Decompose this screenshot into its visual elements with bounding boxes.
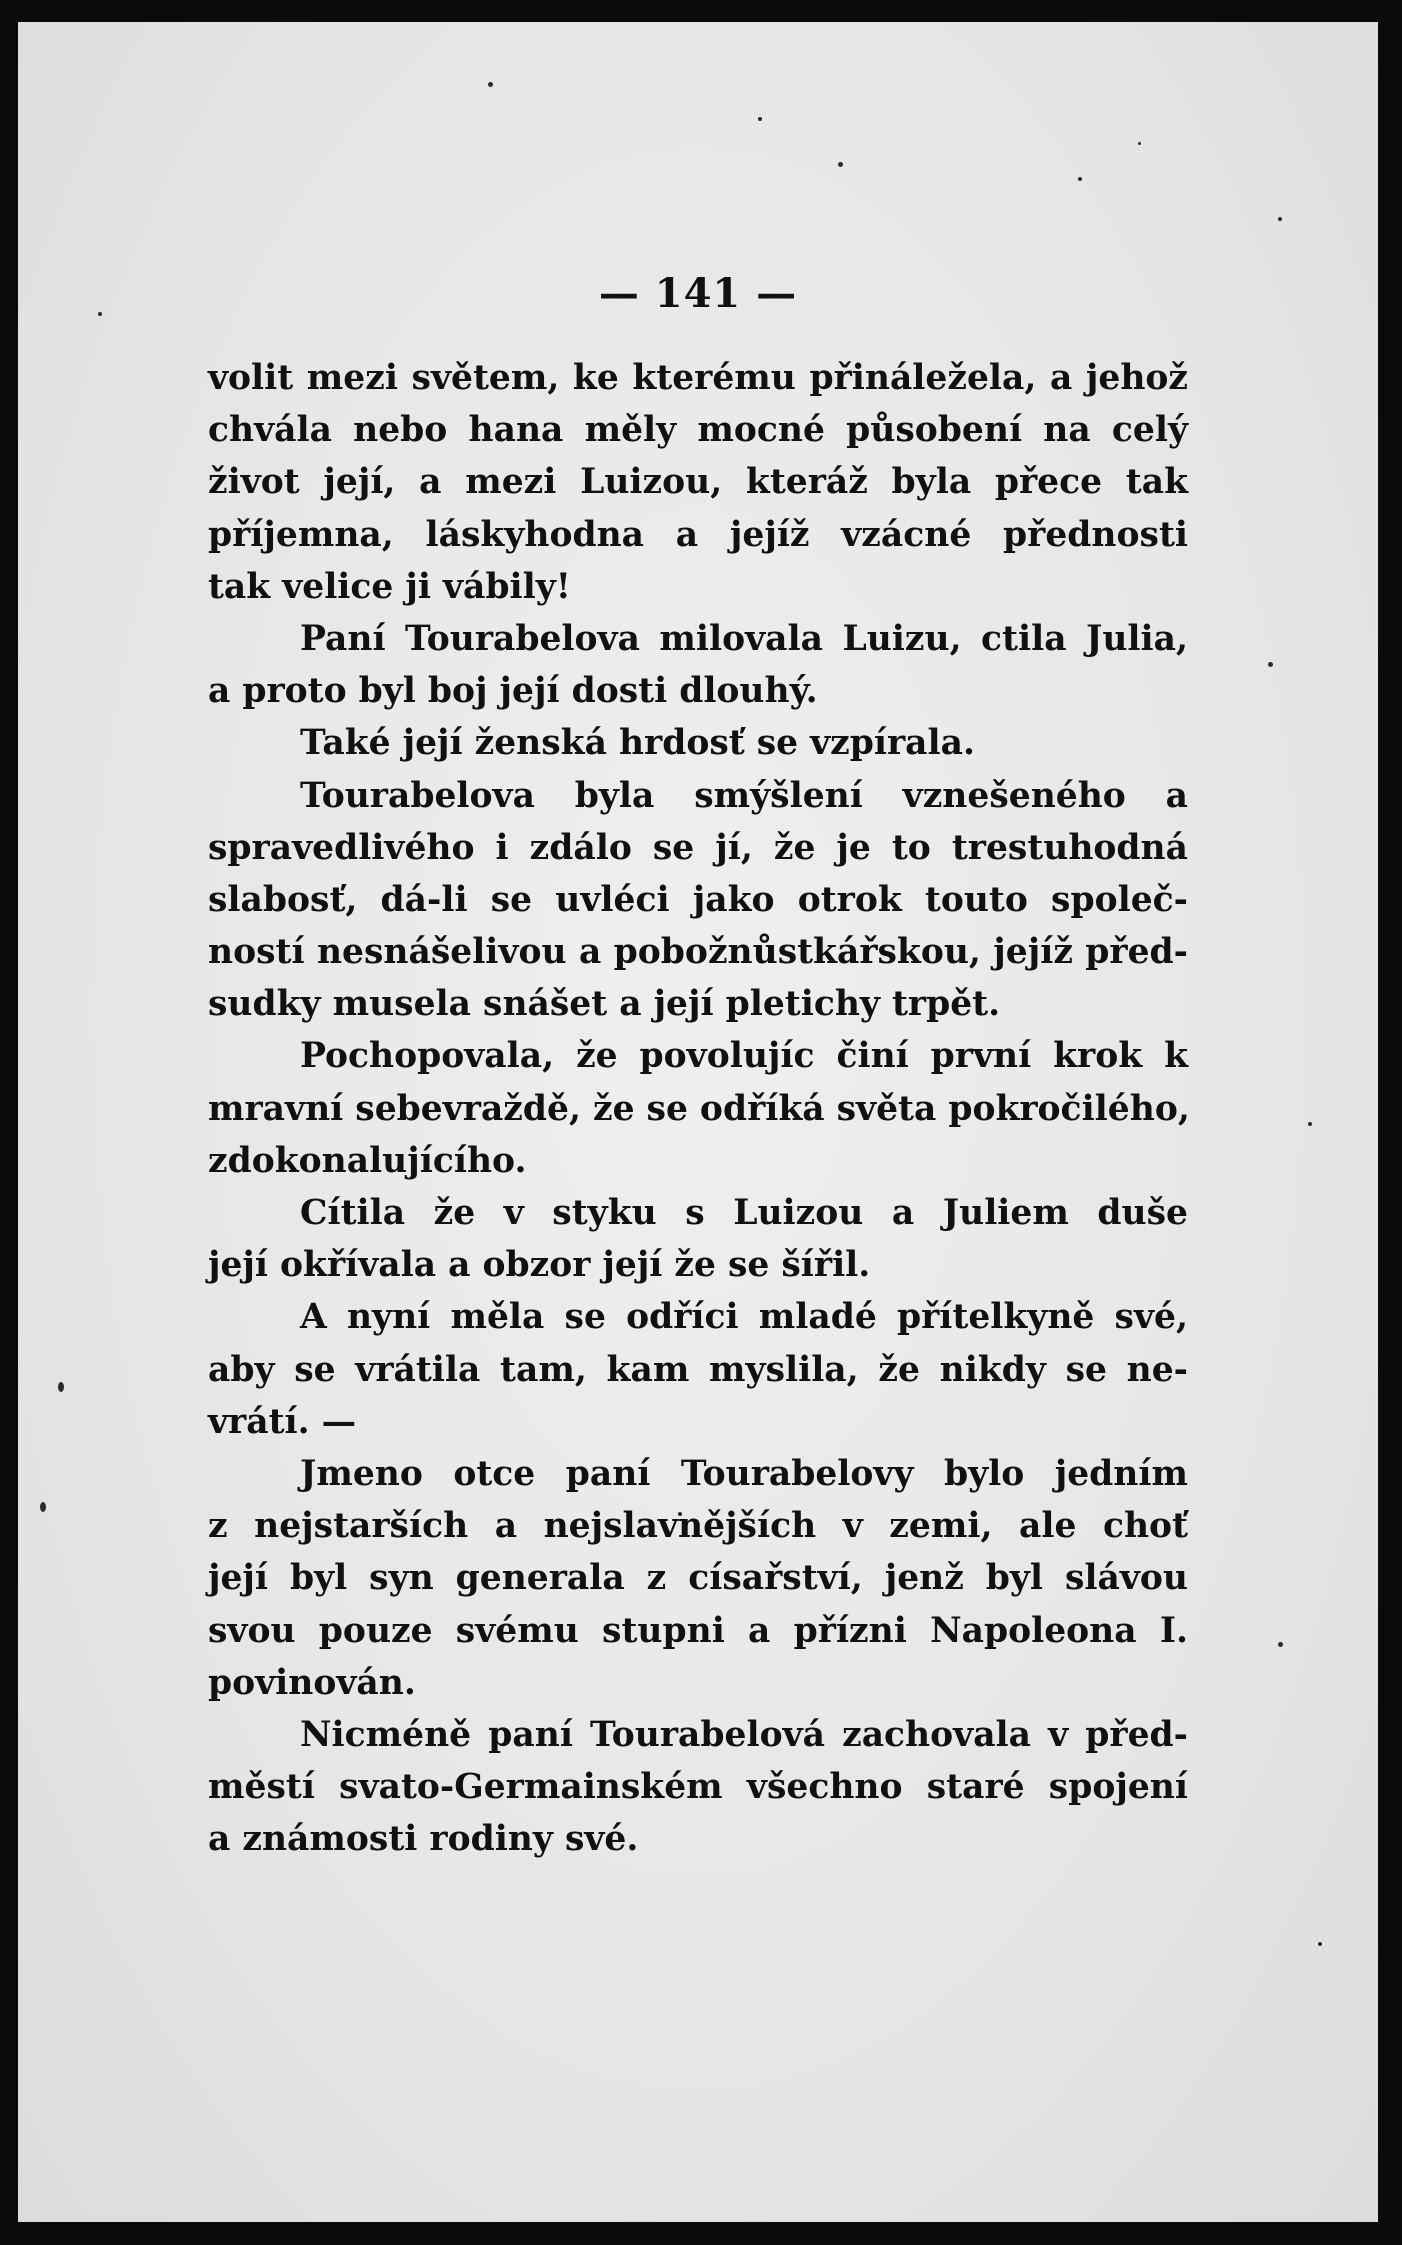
text-line: Cítila že v styku s Luizou a Juliem duše <box>300 1193 1188 1233</box>
text-line: příjemna, láskyhodna a jejíž vzácné přednosti <box>208 514 1188 555</box>
text-line: Tourabelova byla smýšlení vznešeného a <box>300 775 1188 816</box>
text-line: spravedlivého i zdálo se jí, že je to trestuhodná <box>208 827 1188 868</box>
text-line: Pochopovala, že povolujíc činí první krok k <box>300 1036 1188 1077</box>
text-line: z nejstarších a nejslavnějších v zemi, ale choť <box>208 1506 1188 1547</box>
text-line: městí svato-Germainském všechno staré spojení <box>208 1767 1188 1808</box>
text-line: aby se vrátila tam, kam myslila, že nikdy se ne- <box>208 1349 1188 1390</box>
text-line: ností nesnášelivou a pobožnůstkářskou, jejíž před- <box>208 932 1188 973</box>
print-speck <box>1308 1122 1312 1126</box>
text-line: její okřívala a obzor její že se šířil. <box>208 1245 871 1286</box>
print-speck <box>1278 217 1282 221</box>
print-speck <box>1268 662 1273 667</box>
text-line: A nyní měla se odříci mladé přítelkyně své, <box>300 1297 1188 1338</box>
print-speck <box>838 162 843 167</box>
print-speck <box>1078 177 1082 181</box>
text-line: Paní Tourabelova milovala Luizu, ctila Julia, <box>300 618 1188 659</box>
text-line: slabosť, dá-li se uvléci jako otrok touto společ- <box>208 879 1188 920</box>
text-line: mravní sebevraždě, že se odříká světa pokročilého, <box>208 1088 1190 1129</box>
print-speck <box>1278 1642 1283 1647</box>
text-line: a známosti rodiny své. <box>208 1819 639 1860</box>
text-line: tak velice ji vábily! <box>208 566 571 607</box>
text-line: Nicméně paní Tourabelová zachovala v před- <box>300 1714 1188 1755</box>
text-line: Jmeno otce paní Tourabelovy bylo jedním <box>300 1453 1188 1494</box>
text-line: a proto byl boj její dosti dlouhý. <box>208 671 818 712</box>
text-line: chvála nebo hana měly mocné působení na celý <box>208 410 1188 451</box>
page-number: — 141 — <box>598 270 798 317</box>
text-line: Také její ženská hrdosť se vzpírala. <box>300 723 975 764</box>
text-line: sudky musela snášet a její pletichy trpět. <box>208 984 1001 1025</box>
text-line: svou pouze svému stupni a přízni Napoleona I. <box>208 1610 1188 1651</box>
print-speck <box>1138 142 1141 145</box>
print-speck <box>40 1502 46 1512</box>
print-speck <box>758 117 762 121</box>
book-page <box>18 22 1378 2222</box>
print-speck <box>1318 1942 1322 1946</box>
body-text <box>208 352 1188 1865</box>
text-line: život její, a mezi Luizou, kteráž byla přece tak <box>208 462 1188 503</box>
text-line: povinován. <box>208 1662 416 1703</box>
text-line: její byl syn generala z císařství, jenž byl slávou <box>208 1558 1188 1599</box>
text-line: vrátí. — <box>208 1401 357 1442</box>
text-line: volit mezi světem, ke kterému přináležela, a jehož <box>208 358 1188 398</box>
print-speck <box>58 1382 64 1392</box>
text-line: zdokonalujícího. <box>208 1140 527 1181</box>
print-speck <box>488 82 493 87</box>
